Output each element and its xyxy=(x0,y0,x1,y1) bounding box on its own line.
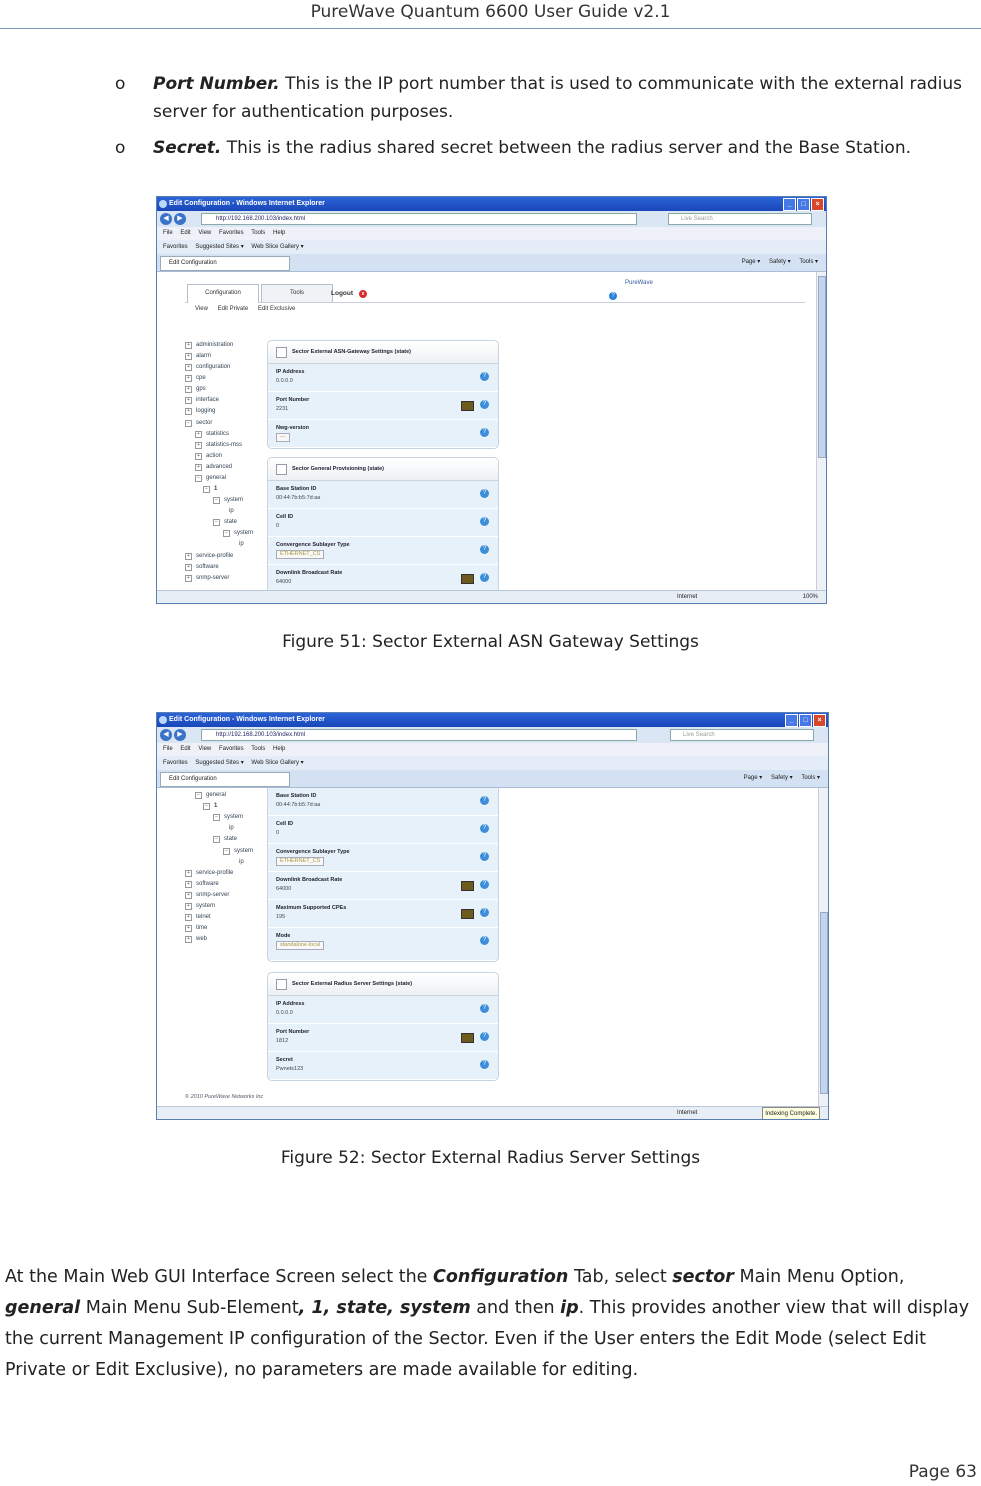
help-icon[interactable]: ? xyxy=(480,400,489,409)
field-base-station-id: Base Station ID 00:44:7b:b5:7d:aa ? xyxy=(268,788,498,816)
help-icon[interactable]: ? xyxy=(480,796,489,805)
bullet-term: Secret. xyxy=(153,138,222,158)
menu-help[interactable]: Help xyxy=(272,746,286,752)
help-icon[interactable]: ? xyxy=(480,372,489,381)
help-icon[interactable]: ? xyxy=(609,292,617,300)
minimize-button[interactable]: _ xyxy=(785,714,798,727)
logout-link[interactable] xyxy=(331,290,367,298)
tree-node[interactable]: − system xyxy=(213,497,243,504)
stats-icon[interactable] xyxy=(461,909,474,919)
ie-icon xyxy=(159,716,167,724)
back-icon[interactable]: ◀ xyxy=(160,729,172,741)
bullet-text xyxy=(153,70,973,126)
field-nwg-version: Nwg-version --- ? xyxy=(268,420,498,448)
maximize-button[interactable]: □ xyxy=(799,714,812,727)
forward-icon[interactable]: ▶ xyxy=(174,213,186,225)
logout-label: Logout xyxy=(331,290,354,297)
copyright: © 2010 PureWave Networks Inc xyxy=(185,1094,264,1100)
panel-icon xyxy=(276,464,287,475)
bullet-desc: This is the radius shared secret between the radius server and the Base Station. xyxy=(221,138,911,158)
subnav-edit-exclusive[interactable]: Edit Exclusive xyxy=(257,306,296,312)
page-content xyxy=(157,272,816,591)
tree-node[interactable]: + statistics-mss xyxy=(195,442,242,449)
nwg-version-select[interactable]: --- xyxy=(276,433,290,442)
window-title: Edit Configuration - Windows Internet Explorer xyxy=(169,200,325,207)
field-ip-address: IP Address 0.0.0.0 ? xyxy=(268,996,498,1024)
bullet-marker: o xyxy=(115,138,126,158)
field-convergence-sublayer: Convergence Sublayer Type ETHERNET_CS ? xyxy=(268,844,498,872)
panel-title: Sector External ASN-Gateway Settings (state) xyxy=(268,341,498,364)
body-paragraph: At the Main Web GUI Interface Screen select the Configuration Tab, select sector Main Menu Option, general Main Menu Sub-Element, 1, state, system and then ip. This provides another view that will display the current Management IP configuration of the Sector. Even if the User enters the Edit Mode (select Edit Private or Edit Exclusive), no parameters are made available for editing. xyxy=(5,1267,970,1380)
general-provisioning-panel xyxy=(267,788,499,962)
header-rule xyxy=(0,28,981,29)
help-icon[interactable]: ? xyxy=(480,428,489,437)
field-ip-address: IP Address 0.0.0.0 ? xyxy=(268,364,498,392)
back-icon[interactable]: ◀ xyxy=(160,213,172,225)
scroll-thumb[interactable] xyxy=(818,276,826,458)
tree-node[interactable]: + advanced xyxy=(195,464,232,471)
menu-favorites[interactable]: Favorites xyxy=(218,746,244,752)
search-input[interactable]: Live Search xyxy=(668,213,812,225)
tree-node[interactable]: + system xyxy=(185,903,215,910)
help-icon[interactable]: ? xyxy=(480,1032,489,1041)
help-icon[interactable]: ? xyxy=(480,1060,489,1069)
logout-icon: x xyxy=(359,290,367,298)
address-bar xyxy=(157,727,828,743)
page-content xyxy=(157,788,818,1107)
address-bar xyxy=(157,211,826,227)
tree-node[interactable]: ip xyxy=(239,541,244,547)
tree-node[interactable]: + time xyxy=(185,925,207,932)
favorites-bar xyxy=(157,240,826,254)
tree-node[interactable]: − system xyxy=(223,848,253,855)
field-downlink-broadcast-rate: Downlink Broadcast Rate 64000 ? xyxy=(268,565,498,591)
asn-gateway-panel xyxy=(267,340,499,449)
help-icon[interactable]: ? xyxy=(480,936,489,945)
tree-node[interactable]: − 1 xyxy=(203,803,217,810)
tools-menu[interactable]: Tools ▾ xyxy=(799,259,818,265)
tree-node[interactable]: + administration xyxy=(185,342,233,349)
bullet-term: Port Number. xyxy=(153,74,280,94)
tree-node[interactable]: + software xyxy=(185,564,219,571)
tree-node[interactable]: − system xyxy=(213,814,243,821)
menu-help[interactable]: Help xyxy=(272,230,286,236)
favorites-button[interactable]: Favorites xyxy=(163,760,188,766)
tree-node[interactable]: − state xyxy=(213,836,237,843)
status-bar xyxy=(157,590,826,603)
menu-view[interactable]: View xyxy=(198,230,212,236)
window-titlebar xyxy=(157,713,828,727)
browser-tab[interactable]: Edit Configuration xyxy=(160,256,290,271)
status-tooltip: Indexing Complete. xyxy=(762,1107,820,1120)
page-number: Page 63 xyxy=(908,1462,977,1482)
close-button[interactable]: × xyxy=(811,198,824,211)
security-zone: Internet xyxy=(677,1110,698,1116)
tree-node[interactable]: + service-profile xyxy=(185,553,233,560)
tree-node[interactable]: + web xyxy=(185,936,207,943)
menu-bar xyxy=(157,227,826,240)
field-max-supported-cpes: Maximum Supported CPEs 195 ? xyxy=(268,900,498,928)
tree-node[interactable]: + cpe xyxy=(185,375,206,382)
menu-tools[interactable]: Tools xyxy=(251,746,266,752)
tab-bar xyxy=(157,254,826,272)
menu-bar xyxy=(157,743,828,756)
bullet-desc: This is the IP port number that is used to communicate with the external radius server for authentication purposes. xyxy=(153,74,963,122)
safety-menu[interactable]: Safety ▾ xyxy=(768,259,791,265)
url-field[interactable]: http://192.168.200.103/index.html xyxy=(201,213,637,225)
field-cell-id: Cell ID 0 ? xyxy=(268,816,498,844)
window-title: Edit Configuration - Windows Internet Explorer xyxy=(169,716,325,723)
sub-nav xyxy=(195,306,303,312)
menu-edit[interactable]: Edit xyxy=(180,746,191,752)
page-header: PureWave Quantum 6600 User Guide v2.1 xyxy=(310,2,671,22)
scroll-thumb[interactable] xyxy=(820,912,828,1094)
browser-tab[interactable]: Edit Configuration xyxy=(160,772,290,787)
panel-icon xyxy=(276,347,287,358)
menu-file[interactable]: File xyxy=(163,746,173,752)
app-tabs xyxy=(185,280,805,303)
help-icon[interactable]: ? xyxy=(480,852,489,861)
tab-tools[interactable]: Tools xyxy=(261,284,333,302)
tree-node[interactable]: − general xyxy=(195,792,226,799)
tree-node[interactable]: ip xyxy=(239,859,244,865)
tree-node[interactable]: + snmp-server xyxy=(185,575,229,582)
help-icon[interactable]: ? xyxy=(480,908,489,917)
tree-node[interactable]: − system xyxy=(223,530,253,537)
tree-node[interactable]: + logging xyxy=(185,408,215,415)
figure-51-caption: Figure 51: Sector External ASN Gateway Settings xyxy=(282,632,699,652)
tools-menu[interactable]: Tools ▾ xyxy=(801,775,820,781)
suggested-sites-link[interactable]: Suggested Sites ▾ xyxy=(195,244,244,250)
figure-52-caption: Figure 52: Sector External Radius Server Settings xyxy=(280,1148,701,1168)
favorites-bar xyxy=(157,756,828,770)
tree-node[interactable]: + alarm xyxy=(185,353,211,360)
page-menu[interactable]: Page ▾ xyxy=(743,775,763,781)
vertical-scrollbar[interactable] xyxy=(818,788,828,1107)
field-base-station-id: Base Station ID 00:44:7b:b5:7d:aa ? xyxy=(268,481,498,509)
page-menu[interactable]: Page ▾ xyxy=(741,259,761,265)
general-provisioning-panel xyxy=(267,457,499,591)
screenshot-figure-51 xyxy=(156,196,827,604)
tree-node[interactable]: ip xyxy=(229,825,234,831)
panel-icon xyxy=(276,979,287,990)
field-port-number: Port Number 2231 ? xyxy=(268,392,498,420)
tree-node[interactable]: ip xyxy=(229,508,234,514)
help-icon[interactable]: ? xyxy=(480,1004,489,1013)
tree-node[interactable]: + statistics xyxy=(195,431,229,438)
help-icon[interactable]: ? xyxy=(480,517,489,526)
zoom-level[interactable]: 100% xyxy=(802,594,818,600)
vertical-scrollbar[interactable] xyxy=(816,272,826,591)
panel-title: Sector External Radius Server Settings (state) xyxy=(268,973,498,996)
web-slice-gallery-link[interactable]: Web Slice Gallery ▾ xyxy=(251,760,304,766)
bullet-marker: o xyxy=(115,74,126,94)
field-downlink-broadcast-rate: Downlink Broadcast Rate 64000 ? xyxy=(268,872,498,900)
command-bar xyxy=(737,770,820,787)
minimize-button[interactable]: _ xyxy=(783,198,796,211)
menu-view[interactable]: View xyxy=(198,746,212,752)
help-icon[interactable]: ? xyxy=(480,880,489,889)
tree-node[interactable]: + interface xyxy=(185,397,219,404)
tree-node[interactable]: − state xyxy=(213,519,237,526)
tree-node[interactable]: + configuration xyxy=(185,364,230,371)
search-input[interactable]: Live Search xyxy=(670,729,814,741)
tree-node[interactable]: + service-profile xyxy=(185,870,233,877)
bullet-text xyxy=(153,134,973,162)
help-icon[interactable]: ? xyxy=(480,573,489,582)
field-mode: Mode standalone-local ? xyxy=(268,928,498,961)
tree-node[interactable]: + software xyxy=(185,881,219,888)
help-icon[interactable]: ? xyxy=(480,489,489,498)
favorites-button[interactable]: Favorites xyxy=(163,244,188,250)
web-slice-gallery-link[interactable]: Web Slice Gallery ▾ xyxy=(251,244,304,250)
url-field[interactable]: http://192.168.200.103/index.html xyxy=(201,729,637,741)
field-cell-id: Cell ID 0 ? xyxy=(268,509,498,537)
menu-file[interactable]: File xyxy=(163,230,173,236)
tree-node[interactable]: + action xyxy=(195,453,222,460)
tab-configuration[interactable]: Configuration xyxy=(187,284,259,303)
suggested-sites-link[interactable]: Suggested Sites ▾ xyxy=(195,760,244,766)
stats-icon[interactable] xyxy=(461,401,474,411)
purewave-logo: PureWave xyxy=(625,280,653,286)
tree-node[interactable]: − 1 xyxy=(203,486,217,493)
help-icon[interactable]: ? xyxy=(480,545,489,554)
forward-icon[interactable]: ▶ xyxy=(174,729,186,741)
tree-node[interactable]: − sector xyxy=(185,420,212,427)
stats-icon[interactable] xyxy=(461,574,474,584)
window-titlebar xyxy=(157,197,826,211)
status-bar xyxy=(157,1106,828,1119)
safety-menu[interactable]: Safety ▾ xyxy=(770,775,793,781)
security-zone: Internet xyxy=(677,594,698,600)
menu-favorites[interactable]: Favorites xyxy=(218,230,244,236)
menu-edit[interactable]: Edit xyxy=(180,230,191,236)
stats-icon[interactable] xyxy=(461,881,474,891)
maximize-button[interactable]: □ xyxy=(797,198,810,211)
tree-node[interactable]: + telnet xyxy=(185,914,211,921)
ie-icon xyxy=(159,200,167,208)
stats-icon[interactable] xyxy=(461,1033,474,1043)
tree-node[interactable]: + gps xyxy=(185,386,206,393)
tree-node[interactable]: + snmp-server xyxy=(185,892,229,899)
menu-tools[interactable]: Tools xyxy=(251,230,266,236)
tab-bar xyxy=(157,770,828,788)
field-convergence-sublayer: Convergence Sublayer Type ETHERNET_CS ? xyxy=(268,537,498,565)
radius-server-panel xyxy=(267,972,499,1081)
command-bar xyxy=(735,254,818,271)
subnav-view[interactable]: View xyxy=(195,306,208,312)
help-icon[interactable]: ? xyxy=(480,824,489,833)
close-button[interactable]: × xyxy=(813,714,826,727)
screenshot-figure-52 xyxy=(156,712,829,1120)
field-secret: Secret Pwnets123 ? xyxy=(268,1052,498,1080)
subnav-edit-private[interactable]: Edit Private xyxy=(217,306,249,312)
tree-node[interactable]: − general xyxy=(195,475,226,482)
panel-title: Sector General Provisioning (state) xyxy=(268,458,498,481)
field-port-number: Port Number 1812 ? xyxy=(268,1024,498,1052)
